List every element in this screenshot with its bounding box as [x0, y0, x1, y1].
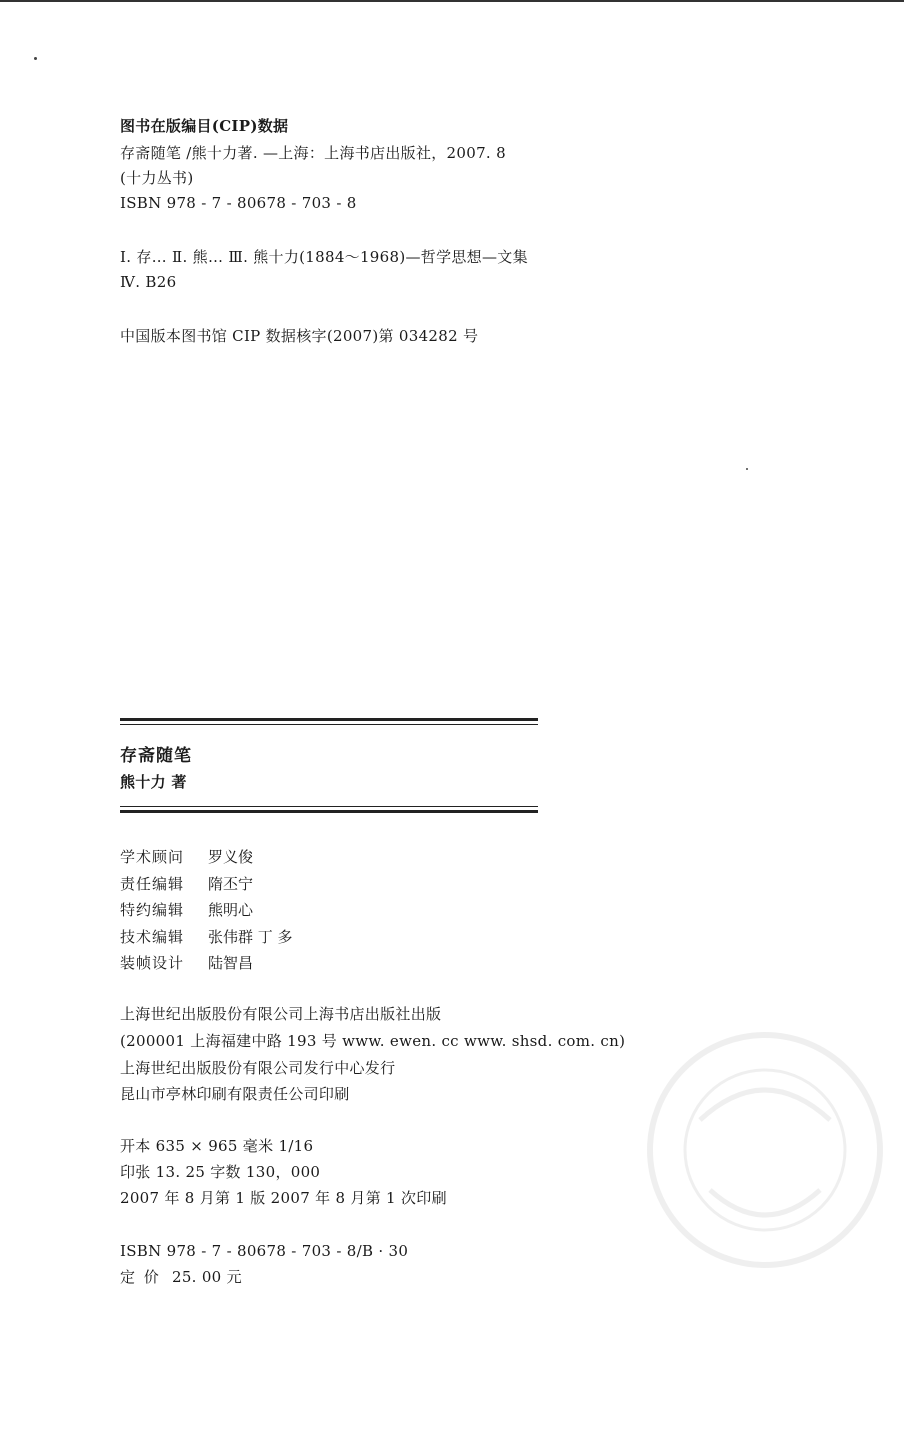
credit-name: 熊明心 [208, 901, 254, 919]
credit-row [120, 927, 293, 947]
credit-role: 装帧设计 [120, 954, 185, 972]
distributor-line: 上海世纪出版股份有限公司发行中心发行 [120, 1059, 396, 1077]
sheets-line: 印张 13. 25 字数 130，000 [120, 1163, 321, 1181]
book-author: 熊十力 著 [120, 773, 187, 791]
top-border [0, 0, 904, 2]
credit-role: 学术顾问 [120, 848, 185, 866]
edition-line: 2007 年 8 月第 1 版 2007 年 8 月第 1 次印刷 [120, 1189, 447, 1207]
credit-role: 责任编辑 [120, 875, 185, 893]
cip-line-title: 存斋随笔 /熊十力著. —上海：上海书店出版社，2007. 8 [120, 144, 506, 162]
credit-row [120, 953, 253, 973]
credit-name: 罗义俊 [208, 848, 254, 866]
cip-record-number: 中国版本图书馆 CIP 数据核字(2007)第 034282 号 [120, 327, 479, 345]
scan-speck [746, 468, 748, 470]
cip-line-isbn: ISBN 978 - 7 - 80678 - 703 - 8 [120, 194, 357, 212]
cip-heading: 图书在版编目(CIP)数据 [120, 117, 289, 135]
credit-name: 张伟群 丁 多 [208, 928, 293, 946]
credit-role: 技术编辑 [120, 928, 185, 946]
publisher-line: 上海世纪出版股份有限公司上海书店出版社出版 [120, 1005, 442, 1023]
title-rule-bottom-thin [120, 806, 538, 807]
price-label: 定 价 [120, 1268, 161, 1286]
credit-row [120, 847, 253, 867]
watermark-seal [640, 1000, 890, 1310]
credit-name: 陆智昌 [208, 954, 254, 972]
price-value: 25. 00 元 [172, 1268, 242, 1286]
publisher-address: (200001 上海福建中路 193 号 www. ewen. cc www. shsd. com. cn) [120, 1032, 626, 1050]
credit-name: 隋丕宁 [208, 875, 254, 893]
cip-line-class-number: Ⅳ. B26 [120, 273, 177, 291]
cip-line-series: (十力丛书) [120, 169, 194, 187]
scan-speck [34, 57, 37, 60]
book-title: 存斋随笔 [120, 746, 192, 766]
printer-line: 昆山市亭林印刷有限责任公司印刷 [120, 1085, 350, 1103]
title-rule-top-thin [120, 724, 538, 725]
price-line [120, 1267, 242, 1287]
credit-role: 特约编辑 [120, 901, 185, 919]
cip-line-classification: Ⅰ. 存… Ⅱ. 熊… Ⅲ. 熊十力(1884～1968)—哲学思想—文集 [120, 248, 528, 266]
title-rule-bottom [120, 810, 538, 813]
format-line: 开本 635 × 965 毫米 1/16 [120, 1137, 314, 1155]
title-rule-top [120, 718, 538, 721]
credit-row [120, 900, 253, 920]
isbn-full: ISBN 978 - 7 - 80678 - 703 - 8/B · 30 [120, 1242, 409, 1260]
credit-row [120, 874, 253, 894]
